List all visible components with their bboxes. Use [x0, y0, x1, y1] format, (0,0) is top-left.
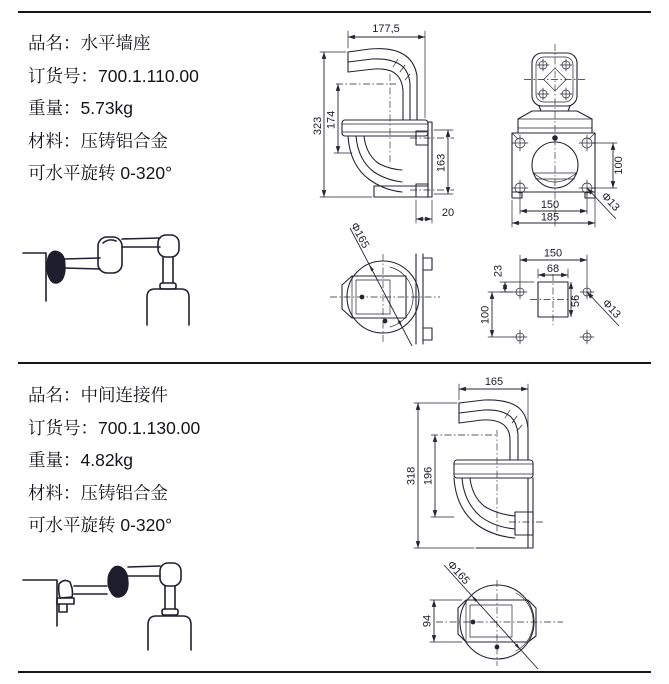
spec-value: 700.1.130.00 [98, 417, 201, 438]
dimension-hole-span [593, 143, 625, 188]
dimension-diameter [348, 221, 412, 346]
spec-line-rotation: 可水平旋转 0-320° [28, 515, 173, 535]
dim-label: 68 [546, 263, 560, 275]
dim-label: 20 [441, 207, 455, 219]
side-view-drawing-2 [404, 372, 586, 560]
dim-label: Φ165 [444, 558, 472, 588]
body-outline [431, 400, 544, 548]
spec-value: 5.73kg [80, 98, 134, 118]
dim-label: 318 [405, 466, 418, 486]
spec-value: 中间连接件 [80, 385, 168, 405]
top-divider [18, 11, 651, 13]
dim-label: Φ13 [598, 190, 622, 214]
highlighted-connector-part [108, 566, 128, 597]
spec-line-name [28, 30, 199, 51]
spec-line-order-no [28, 63, 199, 84]
spec-line-material [28, 480, 200, 501]
bottom-view-drawing-1 [328, 216, 486, 364]
dim-label: 165 [484, 376, 504, 388]
dimension-edge-offset [493, 265, 535, 292]
dim-label: 323 [312, 116, 324, 136]
product-1-illustration [20, 222, 220, 327]
dim-label: 185 [540, 211, 560, 224]
mounting-plate-drawing [478, 234, 664, 356]
bottom-view-drawing-2 [418, 548, 586, 672]
spec-label: 重量： [28, 98, 81, 118]
product-2-illustration [20, 548, 220, 653]
dim-label: 94 [421, 614, 434, 628]
arm-drawing [64, 235, 189, 325]
dim-label: 150 [543, 247, 563, 260]
wall-lines [23, 580, 57, 626]
body-outline [330, 254, 440, 344]
spec-label: 材料： [28, 482, 81, 503]
dimension-inner-height [326, 84, 353, 153]
spec-label: 材料： [28, 130, 81, 151]
spec-value: 压铸铝合金 [80, 482, 168, 503]
dimension-hole-diameter [587, 188, 622, 219]
dim-label: 23 [492, 264, 505, 278]
product-2-spec-list [28, 382, 200, 545]
spec-value: 水平墙座 [80, 33, 151, 53]
wall-lines [23, 253, 46, 301]
body-outline [436, 580, 563, 666]
spec-label: 重量： [28, 450, 81, 470]
spec-label: 订货号： [28, 65, 98, 86]
dimension-inner-height [423, 435, 455, 517]
spec-value: 压铸铝合金 [80, 130, 168, 151]
dim-label: 56 [570, 294, 582, 308]
spec-line-material [28, 128, 199, 149]
spec-line-weight [28, 447, 200, 468]
body-outline [336, 49, 454, 197]
side-view-drawing-1 [312, 14, 462, 226]
spec-label: 订货号： [28, 417, 98, 438]
spec-label: 品名： [28, 33, 81, 53]
spec-line-rotation: 可水平旋转 0-320° [28, 163, 173, 183]
dim-label: 163 [435, 153, 448, 173]
spec-line-name [28, 382, 200, 403]
dimension-flat-height [422, 600, 463, 642]
body-outline [513, 274, 594, 344]
dim-label: 150 [540, 199, 560, 211]
spec-line-weight [28, 95, 199, 116]
spec-value: 4.82kg [80, 450, 134, 470]
product-1-spec-list [28, 30, 199, 193]
spec-label: 品名： [28, 385, 81, 405]
dim-label: 177,5 [372, 23, 400, 35]
dim-label: Φ13 [599, 297, 623, 321]
dimension-slot-height [570, 282, 582, 317]
dim-label: 100 [613, 156, 625, 175]
dimension-hole-diameter [587, 292, 623, 326]
dimension-right-height [434, 130, 453, 194]
dim-label: Φ165 [347, 220, 372, 251]
spec-line-order-no [28, 415, 200, 436]
dim-label: 196 [422, 466, 435, 486]
dim-label: 174 [325, 110, 338, 130]
dimension-total-height [406, 403, 475, 548]
dimension-plate-height [480, 292, 514, 337]
highlighted-wall-mount-part [47, 251, 65, 283]
dim-label: 100 [479, 305, 492, 325]
spec-value: 700.1.110.00 [98, 65, 199, 86]
front-view-drawing-1 [486, 32, 668, 232]
